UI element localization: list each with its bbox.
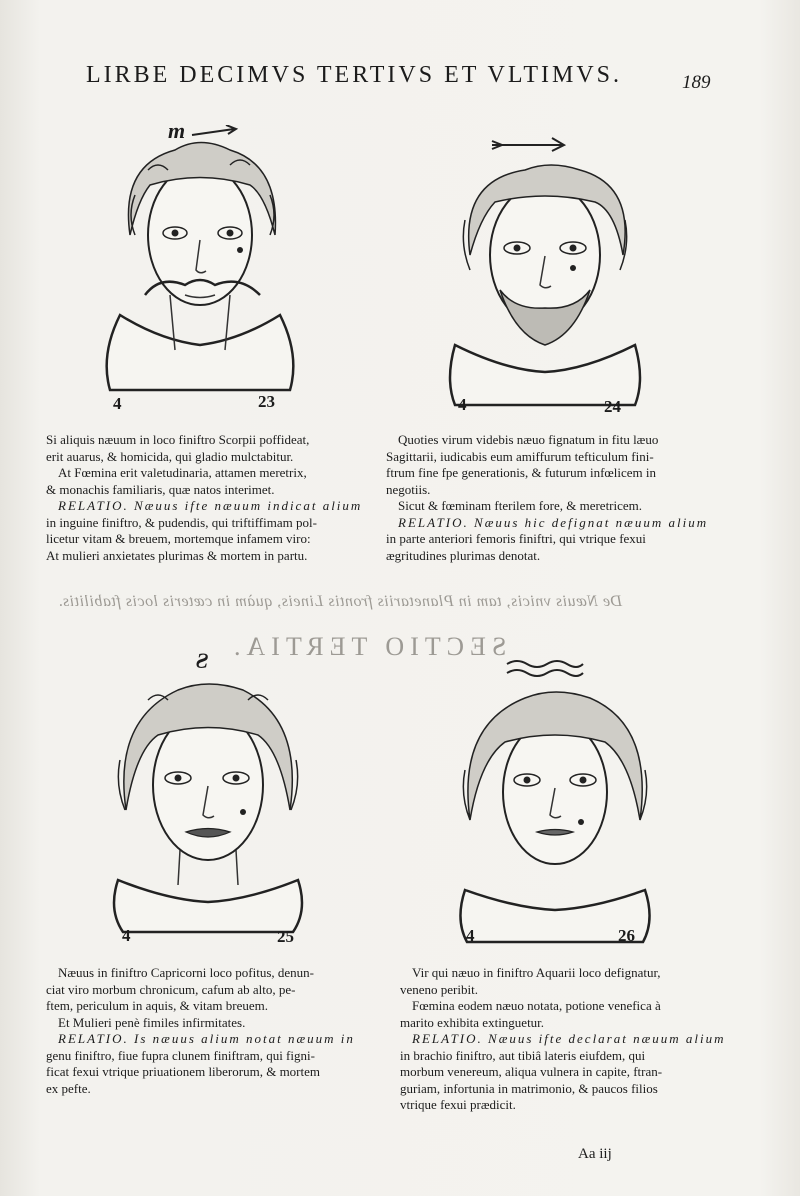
face-illustration-23 bbox=[100, 125, 300, 405]
text-line: ciat viro morbum chronicum, cafum ab alto, pe- bbox=[46, 981, 296, 997]
face-drawing bbox=[108, 670, 308, 950]
text-line: vtrique fexui prædicit. bbox=[400, 1097, 516, 1112]
text-block-sagittarius bbox=[386, 432, 716, 564]
arrow-icon bbox=[490, 135, 570, 153]
text-line: Fœmina eodem næuo notata, potione venefica à bbox=[412, 998, 661, 1013]
face-drawing bbox=[455, 680, 655, 960]
face-illustration-24 bbox=[445, 140, 645, 420]
face-illustration-25 bbox=[108, 670, 308, 950]
text-line: Vir qui næuo in finiftro Aquarii loco defignatur, bbox=[412, 965, 661, 980]
text-line: erit auarus, & homicida, qui gladio mulctabitur. bbox=[46, 448, 294, 464]
figure-left-number: 4 bbox=[122, 926, 131, 945]
face-drawing bbox=[100, 125, 300, 405]
relatio-line: RELATIO. Næuus ifte declarat næuum alium bbox=[412, 1031, 726, 1046]
text-line: ftem, periculum in aquis, & vitam breuem. bbox=[46, 998, 269, 1013]
text-line: morbum venereum, aliqua vulnera in capite, ftran- bbox=[400, 1064, 663, 1079]
text-line: Næuus in finiftro Capricorni loco pofitus, denun- bbox=[58, 965, 314, 980]
page-number: 189 bbox=[682, 72, 711, 93]
figure-right-number: 23 bbox=[258, 392, 275, 411]
figure-right-number: 26 bbox=[618, 926, 635, 945]
relatio-line: RELATIO. Næuus hic defignat næuum alium bbox=[398, 514, 709, 530]
text-line: in brachio finiftro, aut tibiâ lateris eiufdem, qui bbox=[400, 1047, 646, 1063]
text-line: Et Mulieri penè fimiles infirmitates. bbox=[58, 1014, 246, 1030]
figure-right-number: 24 bbox=[604, 397, 621, 416]
signature-mark: Aa iij bbox=[578, 1146, 612, 1162]
zodiac-sign-glyph: m bbox=[168, 118, 186, 143]
figure-left-number: 4 bbox=[458, 395, 467, 414]
figure-right-number: 25 bbox=[277, 927, 294, 946]
text-line: Sagittarii, iudicabis eum amiffurum tefticulum fini- bbox=[386, 448, 654, 464]
relatio-line: RELATIO. Is næuus alium notat næuum in bbox=[58, 1031, 355, 1046]
text-block-aquarius bbox=[400, 965, 740, 1114]
text-line: Sicut & fœminam fterilem fore, & meretricem. bbox=[398, 498, 643, 513]
bleed-through-title: SECTIO TERTIA. bbox=[228, 632, 507, 661]
text-line: Quoties virum videbis næuo fignatum in fitu læuo bbox=[398, 432, 659, 447]
text-line: genu finiftro, fiue fupra clunem finiftram, qui figni- bbox=[46, 1047, 315, 1063]
face-illustration-26 bbox=[455, 680, 655, 960]
zodiac-sign-glyph: Ƨ bbox=[196, 648, 209, 673]
text-line: ficat fexui vtrique priuationem liberorum, & mortem bbox=[46, 1064, 321, 1079]
text-line: in inguine finiftro, & pudendis, qui triftiffimam pol- bbox=[46, 514, 317, 530]
text-line: guriam, infortunia in matrimonio, & paucos filios bbox=[400, 1080, 658, 1096]
text-block-scorpio bbox=[46, 432, 376, 564]
text-line: ex pefte. bbox=[46, 1080, 91, 1096]
text-line: ægritudines plurimas denotat. bbox=[386, 547, 541, 563]
relatio-line: RELATIO. Næuus ifte næuum indicat alium bbox=[58, 498, 363, 513]
text-line: in parte anteriori femoris finiftri, qui vtrique fexui bbox=[386, 531, 646, 546]
figure-left-number: 4 bbox=[466, 926, 475, 945]
figure-left-number: 4 bbox=[113, 394, 122, 413]
arrow-icon bbox=[190, 125, 240, 139]
text-line: ftrum fine fpe generationis, & futurum infœlicem in bbox=[386, 465, 657, 480]
text-line: At mulieri anxietates plurimas & mortem in partu. bbox=[46, 547, 308, 563]
text-line: veneno peribit. bbox=[400, 981, 478, 997]
text-line: negotiis. bbox=[386, 481, 431, 497]
text-block-capricorn bbox=[46, 965, 381, 1097]
face-drawing bbox=[445, 140, 645, 420]
text-line: marito exhibita extinguetur. bbox=[400, 1014, 545, 1030]
text-line: licetur vitam & breuem, mortemque infamem viro: bbox=[46, 531, 311, 546]
bleed-through-line: De Næuis vnicis, tam in Planetariis frontis Lineis, quàm in cæteris locis ftabilitis. bbox=[58, 593, 623, 610]
text-line: Si aliquis næuum in loco finiftro Scorpii poffideat, bbox=[46, 432, 310, 447]
text-line: At Fœmina erit valetudinaria, attamen meretrix, bbox=[58, 465, 307, 480]
running-header: LIRBE DECIMVS TERTIVS ET VLTIMVS. bbox=[85, 62, 623, 88]
aquarius-wave-icon bbox=[505, 658, 585, 678]
text-line: & monachis familiaris, quæ natos interimet. bbox=[46, 481, 275, 497]
